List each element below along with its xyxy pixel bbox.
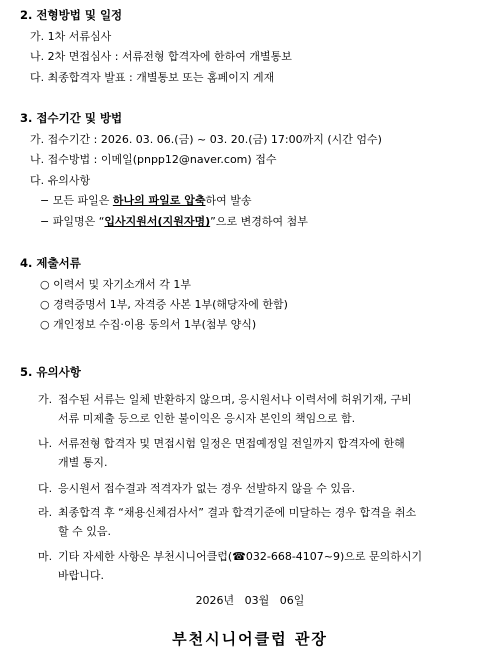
section-4-item-3: ○ 개인정보 수집·이용 동의서 1부(첨부 양식) — [40, 318, 257, 331]
signature: 부천시니어클럽 관장 — [172, 630, 328, 648]
notice-item-4-line-2: 할 수 있음. — [58, 525, 111, 538]
section-2-title: 전형방법 및 일정 — [36, 8, 123, 22]
note-1-suffix: 하여 발송 — [205, 194, 252, 207]
note-2-emphasis: 입사지원서(지원자명) — [104, 215, 211, 228]
document-date: 2026년 03월 06일 — [195, 594, 305, 607]
section-2-item-2: 나. 2차 면접심사 : 서류전형 합격자에 한하여 개별통보 — [30, 50, 292, 63]
section-5-heading — [20, 365, 81, 379]
notice-item-1-line-2: 서류 미제출 등으로 인한 불이익은 응시자 본인의 책임으로 함. — [58, 412, 356, 425]
notice-item-5-mark: 마. — [38, 550, 53, 563]
section-3-note-1 — [40, 194, 252, 208]
section-2-number: 2. — [20, 8, 33, 22]
section-4-heading — [20, 256, 81, 270]
note-2-suffix: ”으로 변경하여 첨부 — [210, 215, 308, 228]
section-4-item-1: ○ 이력서 및 자기소개서 각 1부 — [40, 278, 191, 291]
note-1-emphasis: 하나의 파일로 압축 — [112, 194, 206, 207]
notice-item-4-line-1: 최종합격 후 “채용신체검사서” 결과 합격기준에 미달하는 경우 합격을 취소 — [58, 506, 417, 519]
notice-item-2-mark: 나. — [38, 437, 53, 450]
section-3-number: 3. — [20, 111, 33, 125]
notice-item-2-line-2: 개별 통지. — [58, 456, 108, 469]
notice-item-5-line-2: 바랍니다. — [58, 569, 105, 582]
notice-item-1-line-1: 접수된 서류는 일체 반환하지 않으며, 응시원서나 이력서에 허위기재, 구비 — [58, 393, 412, 406]
section-2-heading — [20, 8, 122, 22]
section-3-note-2 — [40, 215, 308, 229]
notice-item-3-mark: 다. — [38, 482, 53, 495]
notice-item-5-line-1: 기타 자세한 사항은 부천시니어클럽(☎032-668-4107~9)으로 문의하시기 — [58, 550, 423, 563]
note-2-prefix: − 파일명은 “ — [40, 215, 105, 228]
section-2-item-3: 다. 최종합격자 발표 : 개별통보 또는 홈페이지 게재 — [30, 71, 275, 84]
notice-item-1-mark: 가. — [38, 393, 53, 406]
section-3-item-2: 나. 접수방법 : 이메일(pnpp12@naver.com) 접수 — [30, 153, 277, 166]
section-3-item-3: 다. 유의사항 — [30, 174, 91, 187]
section-5-title: 유의사항 — [36, 365, 81, 379]
section-4-title: 제출서류 — [36, 256, 81, 270]
section-4-item-2: ○ 경력증명서 1부, 자격증 사본 1부(해당자에 한함) — [40, 298, 288, 311]
notice-item-4-mark: 라. — [38, 506, 53, 519]
note-1-prefix: − 모든 파일은 — [40, 194, 113, 207]
section-5-number: 5. — [20, 365, 33, 379]
section-3-heading — [20, 111, 122, 125]
section-4-number: 4. — [20, 256, 33, 270]
notice-item-3-line-1: 응시원서 접수결과 적격자가 없는 경우 선발하지 않을 수 있음. — [58, 482, 356, 495]
section-2-item-1: 가. 1차 서류심사 — [30, 30, 112, 43]
section-3-title: 접수기간 및 방법 — [36, 111, 123, 125]
section-3-item-1: 가. 접수기간 : 2026. 03. 06.(금) ~ 03. 20.(금) 17:00까지 (시간 엄수) — [30, 133, 382, 146]
notice-item-2-line-1: 서류전형 합격자 및 면접시험 일정은 면접예정일 전일까지 합격자에 한해 — [58, 437, 405, 450]
